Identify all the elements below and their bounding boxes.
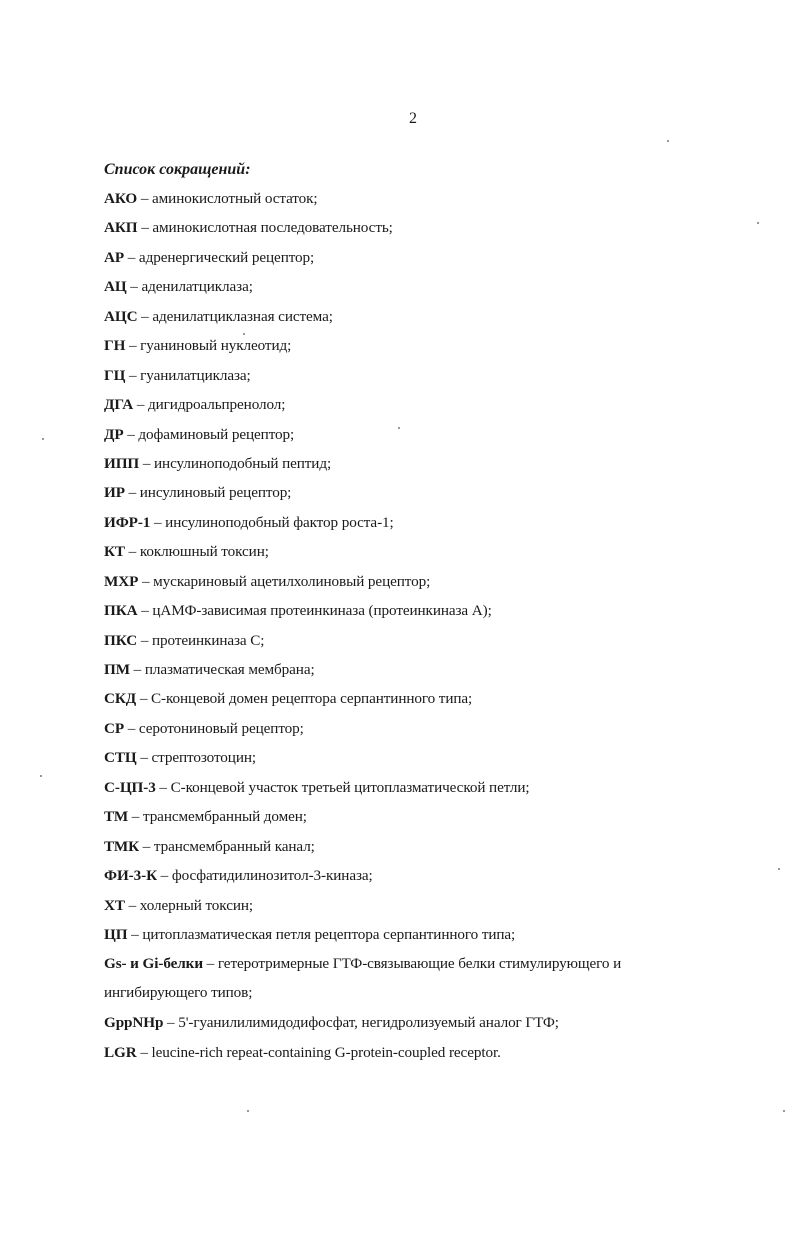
abbreviations-list	[104, 189, 704, 1072]
abbreviation: АКО	[104, 190, 138, 207]
list-item	[104, 1013, 704, 1042]
list-item	[104, 719, 704, 748]
abbreviation: ФИ-3-К	[104, 867, 157, 885]
list-item	[104, 837, 704, 866]
definition: – leucine-rich repeat-containing G-protein-coupled receptor.	[136, 1043, 501, 1061]
definition: – трансмембранный домен;	[128, 808, 307, 826]
definition: – коклюшный токсин;	[124, 543, 269, 561]
abbreviation: АЦС	[104, 307, 138, 325]
definition: – плазматическая мембрана;	[129, 661, 315, 678]
scan-speck	[247, 1110, 249, 1112]
list-item	[104, 218, 704, 247]
definition: – инсулиновый рецептор;	[124, 484, 292, 502]
definition: – аминокислотная последовательность;	[137, 219, 393, 237]
definition: – цАМФ-зависимая протеинкиназа (протеинкиназа А);	[137, 602, 492, 620]
definition: – гуанилатциклаза;	[125, 366, 251, 384]
definition: – стрептозотоцин;	[136, 749, 257, 767]
list-item	[104, 572, 704, 601]
list-item	[104, 748, 704, 777]
scan-speck	[42, 438, 44, 440]
list-item	[104, 896, 704, 925]
abbreviation: С-ЦП-3	[104, 778, 156, 796]
abbreviation: Gs- и Gi-белки	[104, 955, 203, 973]
list-item	[104, 778, 704, 807]
list-item	[104, 366, 704, 395]
abbreviation: ИФР-1	[104, 513, 151, 531]
abbreviation: ХТ	[104, 896, 125, 914]
abbreviation: ГН	[104, 337, 126, 355]
page-number: 2	[409, 110, 417, 127]
abbreviation: АКП	[104, 219, 138, 237]
definition: – гетеротримерные ГТФ-связывающие белки стимулирующего и ингибирующего типов;	[104, 955, 622, 1002]
definition: – аденилатциклазная система;	[137, 307, 333, 325]
scan-speck	[243, 333, 245, 335]
list-item	[104, 307, 704, 336]
scan-speck	[778, 868, 780, 870]
abbreviation: АР	[104, 248, 125, 266]
scan-speck	[40, 775, 42, 777]
abbreviation: LGR	[104, 1043, 137, 1061]
list-item	[104, 660, 704, 689]
list-item	[104, 425, 704, 454]
list-item	[104, 689, 704, 718]
definition: – дигидроальпренолол;	[133, 396, 286, 414]
list-item	[104, 949, 664, 1007]
definition: – адренергический рецептор;	[124, 248, 315, 266]
abbreviation: СКД	[104, 690, 137, 708]
abbreviation: ИР	[104, 484, 125, 502]
abbreviations-heading: Список сокращений:	[104, 161, 251, 178]
scan-speck	[667, 140, 669, 142]
definition: – инсулиноподобный фактор роста-1;	[150, 513, 394, 531]
scan-speck	[398, 427, 400, 429]
definition: – инсулиноподобный пептид;	[139, 454, 332, 472]
scan-speck	[757, 222, 759, 224]
definition: – фосфатидилинозитол-3-киназа;	[156, 867, 373, 885]
definition: – холерный токсин;	[124, 896, 254, 914]
list-item	[104, 601, 704, 630]
definition: – серотониновый рецептор;	[124, 719, 304, 737]
abbreviation: СР	[104, 719, 125, 737]
definition: – дофаминовый рецептор;	[123, 425, 295, 443]
list-item	[104, 807, 704, 836]
definition: – цитоплазматическая петля рецептора серпантинного типа;	[127, 925, 516, 943]
list-item	[104, 336, 704, 365]
abbreviation: ПКС	[104, 631, 138, 649]
abbreviation: СТЦ	[104, 749, 137, 767]
abbreviation: ПМ	[104, 661, 130, 678]
abbreviation: КТ	[104, 543, 125, 561]
list-item	[104, 483, 704, 512]
list-item	[104, 189, 704, 218]
list-item	[104, 1043, 704, 1072]
definition: – трансмембранный канал;	[138, 837, 315, 855]
definition: – 5'-гуанилилимидодифосфат, негидролизуемый аналог ГТФ;	[163, 1014, 559, 1032]
abbreviation: ДР	[104, 425, 124, 443]
definition: – аминокислотный остаток;	[137, 190, 318, 207]
definition: – мускариновый ацетилхолиновый рецептор;	[138, 572, 431, 590]
abbreviation: GppNHp	[104, 1014, 164, 1032]
abbreviation: МХР	[104, 572, 139, 590]
abbreviation: ТМ	[104, 808, 129, 826]
abbreviation: ДГА	[104, 396, 134, 414]
list-item	[104, 866, 704, 895]
list-item	[104, 513, 704, 542]
definition: – С-концевой участок третьей цитоплазматической петли;	[155, 778, 530, 796]
list-item	[104, 542, 704, 571]
abbreviation: ГЦ	[104, 366, 126, 384]
definition: – протеинкиназа С;	[137, 631, 265, 649]
list-item	[104, 248, 704, 277]
list-item	[104, 395, 704, 424]
definition: – С-концевой домен рецептора серпантинного типа;	[136, 690, 473, 708]
list-item	[104, 631, 704, 660]
abbreviation: АЦ	[104, 278, 127, 296]
definition: – аденилатциклаза;	[126, 278, 253, 296]
abbreviation: ПКА	[104, 602, 138, 620]
abbreviation: ЦП	[104, 925, 128, 943]
definition: – гуаниновый нуклеотид;	[125, 337, 292, 355]
scan-speck	[783, 1110, 785, 1112]
abbreviation: ТМК	[104, 837, 139, 855]
list-item	[104, 277, 704, 306]
list-item	[104, 454, 704, 483]
abbreviation: ИПП	[104, 454, 140, 472]
